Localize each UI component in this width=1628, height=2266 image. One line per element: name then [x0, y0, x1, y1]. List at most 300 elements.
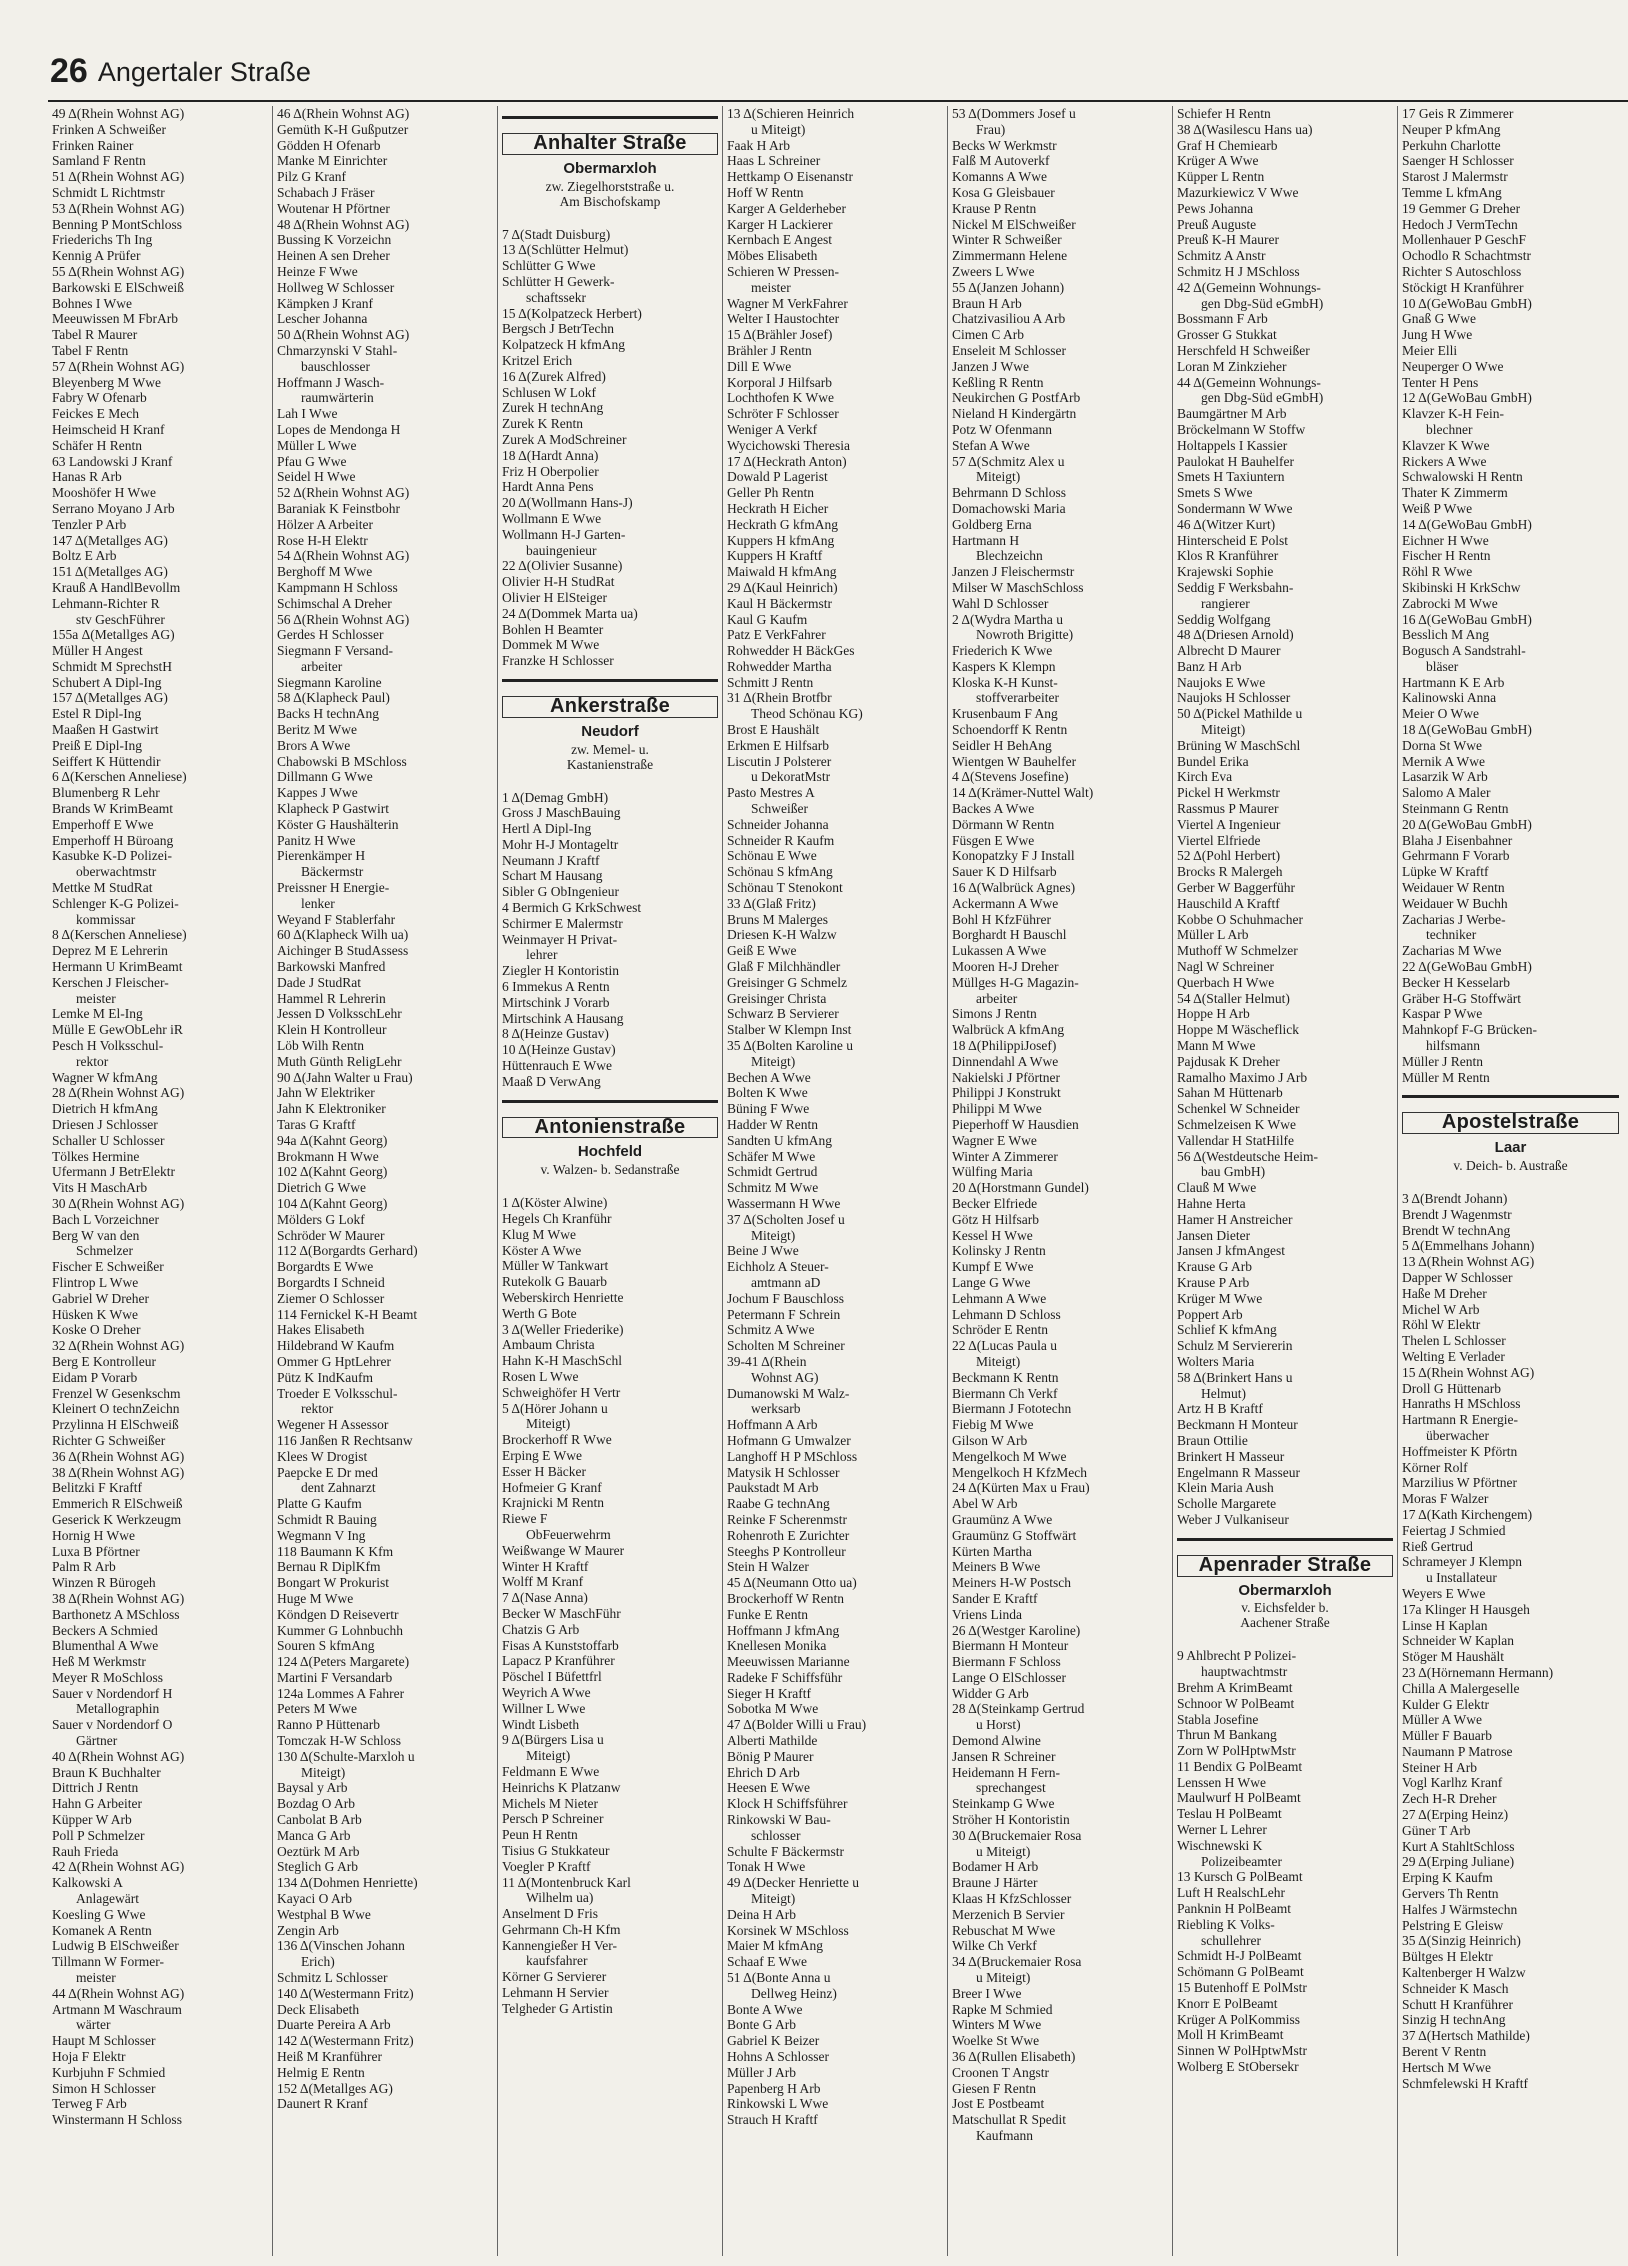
- directory-entry: Panknin H PolBeamt: [1177, 1901, 1291, 1917]
- directory-entry: Schweighöfer H Vertr: [502, 1384, 621, 1400]
- directory-entry: Ziemer O Schlosser: [277, 1290, 385, 1306]
- directory-entry: Schäfer H Rentn: [52, 437, 142, 453]
- street-range: v. Walzen- b. Sedanstraße: [540, 1162, 680, 1178]
- directory-entry: 56 Δ(Westdeutsche Heim-: [1177, 1148, 1319, 1164]
- directory-entry: Kappes J Wwe: [277, 785, 358, 801]
- directory-entry: Eichner H Wwe: [1402, 532, 1489, 548]
- directory-entry: 104 Δ(Kahnt Georg): [277, 1195, 388, 1211]
- directory-entry: 136 Δ(Vinschen Johann: [277, 1938, 405, 1954]
- directory-entry: Paulokat H Bauhelfer: [1177, 453, 1294, 469]
- directory-entry: Hauschild A Kraftf: [1177, 895, 1280, 911]
- directory-entry: 10 Δ(GeWoBau GmbH): [1402, 295, 1532, 311]
- directory-entry: 9 Δ(Bürgers Lisa u: [502, 1732, 604, 1748]
- directory-entry: Nickel M ElSchweißer: [952, 216, 1076, 232]
- directory-entry: Pajdusak K Dreher: [1177, 1053, 1280, 1069]
- directory-entry: Hartmann H: [952, 532, 1020, 548]
- directory-entry: Artz H B Kraftf: [1177, 1401, 1263, 1417]
- directory-entry: Hornig H Wwe: [52, 1527, 135, 1543]
- directory-entry: Gross J MaschBauing: [502, 805, 621, 821]
- directory-entry: Schweißer: [751, 801, 808, 817]
- directory-entry: Fisas A Kunststoffarb: [502, 1637, 619, 1653]
- directory-entry: Sahan M Hüttenarb: [1177, 1085, 1283, 1101]
- directory-entry: Ziegler H Kontoristin: [502, 963, 619, 979]
- directory-entry: 1 Δ(Köster Alwine): [502, 1195, 608, 1211]
- directory-entry: Schirmer E Malermstr: [502, 915, 623, 931]
- directory-entry: Friederichs Th Ing: [52, 232, 153, 248]
- directory-entry: Miteigt): [751, 1891, 796, 1907]
- directory-entry: arbeiter: [976, 990, 1018, 1006]
- directory-entry: Serrano Moyano J Arb: [52, 500, 175, 516]
- directory-entry: Stein H Walzer: [727, 1559, 809, 1575]
- directory-entry: Bröckelmann W Stoffw: [1177, 421, 1306, 437]
- directory-entry: Hanraths H MSchloss: [1402, 1396, 1521, 1412]
- directory-entry: Droll G Hüttenarb: [1402, 1380, 1501, 1396]
- directory-entry: Weißwange W Maurer: [502, 1542, 625, 1558]
- directory-entry: 40 Δ(Rhein Wohnst AG): [52, 1748, 185, 1764]
- directory-entry: 142 Δ(Westermann Fritz): [277, 2033, 414, 2049]
- directory-entry: Mirtschink A Hausang: [502, 1010, 624, 1026]
- directory-entry: Blumenberg R Lehr: [52, 785, 160, 801]
- directory-entry: Meiners B Wwe: [952, 1559, 1041, 1575]
- directory-column: [948, 106, 1173, 2256]
- directory-entry: Michel W Arb: [1402, 1301, 1480, 1317]
- directory-entry: Glaß F Milchhändler: [727, 959, 841, 975]
- directory-entry: 2 Δ(Wydra Martha u: [952, 611, 1063, 627]
- directory-entry: Klapheck P Gastwirt: [277, 801, 389, 817]
- directory-entry: Miteigt): [1201, 722, 1246, 738]
- directory-entry: Alberti Mathilde: [727, 1733, 818, 1749]
- directory-entry: hilfsmann: [1426, 1038, 1480, 1054]
- directory-entry: Mooshöfer H Wwe: [52, 485, 156, 501]
- directory-entry: Bohlen H Beamter: [502, 621, 604, 637]
- directory-entry: Schaller U Schlosser: [52, 1132, 165, 1148]
- directory-entry: Flintrop L Wwe: [52, 1274, 139, 1290]
- street-name: Anhalter Straße: [502, 133, 718, 155]
- directory-entry: 155a Δ(Metallges AG): [52, 627, 175, 643]
- directory-entry: Hartmann R Energie-: [1402, 1412, 1518, 1428]
- street-range: Aachener Straße: [1240, 1615, 1330, 1631]
- directory-entry: Matysik H Schlosser: [727, 1464, 840, 1480]
- directory-entry: Ludwig B ElSchweißer: [52, 1938, 179, 1954]
- directory-entry: Langhoff H P MSchloss: [727, 1448, 858, 1464]
- directory-entry: Brendt W technAng: [1402, 1222, 1511, 1238]
- directory-entry: Belitzki F Kraftf: [52, 1480, 142, 1496]
- directory-entry: rangierer: [1201, 595, 1250, 611]
- directory-entry: Röhl R Wwe: [1402, 564, 1473, 580]
- directory-column: [1398, 106, 1623, 2256]
- directory-entry: Bechen A Wwe: [727, 1069, 811, 1085]
- directory-entry: Ranno P Hüttenarb: [277, 1717, 380, 1733]
- directory-entry: Kritzel Erich: [502, 352, 573, 368]
- directory-entry: Simon H Schlosser: [52, 2080, 156, 2096]
- directory-entry: Bönig P Maurer: [727, 1748, 814, 1764]
- directory-entry: Pickel H Werkmstr: [1177, 785, 1280, 801]
- directory-entry: Klos R Kranführer: [1177, 548, 1279, 564]
- directory-entry: Klavzer K Wwe: [1402, 437, 1490, 453]
- directory-entry: Schröter F Schlosser: [727, 406, 839, 422]
- directory-entry: Kaspar P Wwe: [1402, 1006, 1483, 1022]
- directory-entry: Miteigt): [526, 1416, 571, 1432]
- directory-entry: Barkowski Manfred: [277, 959, 386, 975]
- directory-entry: Schubert A Dipl-Ing: [52, 674, 162, 690]
- directory-entry: Lasarzik W Arb: [1402, 769, 1488, 785]
- directory-entry: Krajnicki M Rentn: [502, 1495, 604, 1511]
- directory-entry: Winter A Zimmerer: [952, 1148, 1058, 1164]
- directory-entry: Steinmann G Rentn: [1402, 801, 1509, 817]
- directory-entry: kommissar: [76, 911, 136, 927]
- directory-entry: Lenssen H Wwe: [1177, 1774, 1266, 1790]
- directory-entry: Linse H Kaplan: [1402, 1617, 1488, 1633]
- directory-entry: Gärtner: [76, 1733, 118, 1749]
- directory-entry: Gabriel K Beizer: [727, 2033, 820, 2049]
- directory-entry: Thater K Zimmerm: [1402, 485, 1508, 501]
- directory-entry: 3 Δ(Weller Friederike): [502, 1321, 624, 1337]
- header-rule: [48, 100, 1628, 102]
- directory-entry: Zimmermann Helene: [952, 248, 1068, 264]
- directory-entry: Müller A Wwe: [1402, 1712, 1482, 1728]
- directory-entry: 16 Δ(Zurek Alfred): [502, 368, 606, 384]
- directory-entry: Baysal y Arb: [277, 1780, 348, 1796]
- directory-entry: Schrameyer J Klempn: [1402, 1554, 1522, 1570]
- directory-entry: Janzen J Wwe: [952, 358, 1029, 374]
- directory-entry: Biermann F Schloss: [952, 1654, 1061, 1670]
- directory-entry: Beckmann K Rentn: [952, 1369, 1059, 1385]
- directory-entry: gen Dbg-Süd eGmbH): [1201, 390, 1324, 406]
- directory-entry: Schlenger K-G Polizei-: [52, 895, 179, 911]
- directory-entry: Sander E Kraftf: [952, 1590, 1038, 1606]
- directory-entry: 55 Δ(Janzen Johann): [952, 279, 1065, 295]
- directory-entry: Berent V Rentn: [1402, 2044, 1487, 2060]
- directory-entry: Klavzer K-H Fein-: [1402, 406, 1504, 422]
- directory-entry: Windt Lisbeth: [502, 1716, 580, 1732]
- directory-entry: Rieß Gertrud: [1402, 1538, 1473, 1554]
- directory-entry: Jessen D VolksschLehr: [277, 1006, 402, 1022]
- directory-entry: Küpper W Arb: [52, 1812, 132, 1828]
- directory-entry: Brost E Haushält: [727, 722, 820, 738]
- directory-entry: Graumünz A Wwe: [952, 1511, 1053, 1527]
- directory-entry: Friz H Oberpolier: [502, 463, 599, 479]
- directory-entry: Deck Elisabeth: [277, 2001, 360, 2017]
- directory-entry: Preuß Auguste: [1177, 216, 1257, 232]
- directory-entry: 130 Δ(Schulte-Marxloh u: [277, 1748, 415, 1764]
- directory-entry: Heinze F Wwe: [277, 263, 358, 279]
- directory-entry: Querbach H Wwe: [1177, 974, 1275, 990]
- directory-entry: Erich): [301, 1954, 335, 1970]
- directory-entry: Demond Alwine: [952, 1733, 1041, 1749]
- directory-entry: 52 Δ(Rhein Wohnst AG): [277, 485, 410, 501]
- directory-entry: Giesen F Rentn: [952, 2080, 1036, 2096]
- directory-entry: 45 Δ(Neumann Otto ua): [727, 1575, 857, 1591]
- directory-entry: Schmidt R Bauing: [277, 1511, 377, 1527]
- directory-entry: 10 Δ(Heinze Gustav): [502, 1042, 616, 1058]
- directory-entry: Telgheder G Artistin: [502, 2000, 613, 2016]
- directory-entry: 37 Δ(Scholten Josef u: [727, 1211, 845, 1227]
- street-heading-block: [1402, 1095, 1619, 1173]
- directory-entry: Schmidt Gertrud: [727, 1164, 818, 1180]
- directory-entry: Zacharias J Werbe-: [1402, 911, 1506, 927]
- directory-entry: 55 Δ(Rhein Wohnst AG): [52, 263, 185, 279]
- directory-entry: Klees W Drogist: [277, 1448, 368, 1464]
- directory-entry: Borghardt H Bauschl: [952, 927, 1067, 943]
- directory-entry: Rohwedder Martha: [727, 658, 832, 674]
- directory-entry: Weberskirch Henriette: [502, 1290, 624, 1306]
- directory-entry: Bozdag O Arb: [277, 1796, 355, 1812]
- directory-entry: 53 Δ(Dommers Josef u: [952, 106, 1076, 121]
- directory-entry: Kummer G Lohnbuchh: [277, 1622, 403, 1638]
- directory-entry: 7 Δ(Stadt Duisburg): [502, 226, 611, 242]
- directory-entry: Geserick K Werkzeugm: [52, 1511, 182, 1527]
- directory-entry: sprechangest: [976, 1780, 1046, 1796]
- directory-entry: Sinzig H technAng: [1402, 2012, 1506, 2028]
- directory-entry: Kumpf E Wwe: [952, 1259, 1034, 1275]
- directory-entry: Bossmann F Arb: [1177, 311, 1268, 327]
- directory-entry: Erping E Wwe: [502, 1447, 582, 1463]
- directory-entry: Woutenar H Pförtner: [277, 200, 390, 216]
- directory-entry: Weiß P Wwe: [1402, 500, 1473, 516]
- directory-entry: Schröder W Maurer: [277, 1227, 385, 1243]
- directory-entry: 29 Δ(Kaul Heinrich): [727, 579, 838, 595]
- directory-entry: 11 Δ(Montenbruck Karl: [502, 1874, 631, 1890]
- directory-entry: Bäckermstr: [301, 864, 364, 880]
- directory-entry: Greisinger G Schmelz: [727, 974, 847, 990]
- directory-entry: rektor: [76, 1053, 109, 1069]
- directory-entry: Smets H Taxiuntern: [1177, 469, 1285, 485]
- page-header: [50, 42, 311, 88]
- directory-entry: Brinkert H Masseur: [1177, 1448, 1285, 1464]
- directory-entry: Schmelzeisen K Wwe: [1177, 1117, 1296, 1132]
- directory-entry: Hoffmann J Wasch-: [277, 374, 385, 390]
- directory-entry: Brüning W MaschSchl: [1177, 737, 1301, 753]
- directory-entry: Milser W MaschSchloss: [952, 579, 1084, 595]
- directory-entry: Wagner E Wwe: [952, 1132, 1037, 1148]
- directory-entry: Müller W Tankwart: [502, 1258, 609, 1274]
- directory-entry: Dillmann G Wwe: [277, 769, 373, 785]
- directory-entry: Stöger M Haushält: [1402, 1649, 1504, 1665]
- directory-entry: Fischer E Schweißer: [52, 1259, 164, 1275]
- directory-entry: Sinnen W PolHptwMstr: [1177, 2043, 1308, 2059]
- directory-entry: u Installateur: [1426, 1570, 1497, 1586]
- directory-entry: Przylinna H ElSchweiß: [52, 1417, 179, 1433]
- directory-entry: Lah I Wwe: [277, 406, 338, 422]
- directory-entry: Zurek A ModSchreiner: [502, 431, 627, 447]
- directory-entry: 30 Δ(Rhein Wohnst AG): [52, 1195, 185, 1211]
- directory-entry: Liscutin J Polsterer: [727, 753, 832, 769]
- directory-entry: Becker Elfriede: [952, 1195, 1038, 1211]
- directory-entry: Gabriel W Dreher: [52, 1290, 149, 1306]
- directory-entry: Muth Günth ReligLehr: [277, 1053, 402, 1069]
- directory-entry: Bonte G Arb: [727, 2017, 796, 2033]
- directory-entry: Hofmeier G Kranf: [502, 1479, 602, 1495]
- directory-entry: Tölkes Hermine: [52, 1148, 140, 1164]
- directory-entry: Schmitz H J MSchloss: [1177, 263, 1300, 279]
- directory-entry: werksarb: [751, 1401, 801, 1417]
- directory-entry: Fischer H Rentn: [1402, 548, 1491, 564]
- directory-entry: 157 Δ(Metallges AG): [52, 690, 168, 706]
- directory-entry: Beckers A Schmied: [52, 1622, 158, 1638]
- directory-entry: Hermann U KrimBeamt: [52, 959, 183, 975]
- directory-entry: Bergsch J BetrTechn: [502, 321, 615, 337]
- directory-entry: Hoffmann J kfmAng: [727, 1622, 840, 1638]
- directory-entry: Nagl W Schreiner: [1177, 959, 1274, 975]
- directory-entry: 15 Δ(Rhein Wohnst AG): [1402, 1364, 1535, 1380]
- directory-entry: Frenzel W Gesenkschm: [52, 1385, 181, 1401]
- directory-columns: [48, 106, 1626, 2256]
- directory-entry: Winzen R Bürogeh: [52, 1575, 156, 1591]
- directory-entry: Maaß D VerwAng: [502, 1073, 601, 1089]
- directory-entry: 118 Baumann K Kfm: [277, 1543, 394, 1559]
- directory-entry: Bussing K Vorzeichn: [277, 232, 392, 248]
- directory-entry: Hahn K-H MaschSchl: [502, 1353, 622, 1369]
- directory-entry: Bohl H KfzFührer: [952, 911, 1051, 927]
- directory-entry: Panitz H Wwe: [277, 832, 356, 848]
- directory-entry: u DekoratMstr: [751, 769, 831, 785]
- directory-entry: Mahnkopf F-G Brücken-: [1402, 1022, 1537, 1038]
- directory-entry: Daunert R Kranf: [277, 2096, 368, 2112]
- directory-entry: Hahne Herta: [1177, 1195, 1246, 1211]
- directory-entry: Braun H Arb: [952, 295, 1022, 311]
- street-range: v. Deich- b. Austraße: [1453, 1158, 1568, 1173]
- directory-entry: Haas L Schreiner: [727, 153, 821, 169]
- directory-entry: bauingenieur: [526, 542, 597, 558]
- directory-entry: Klein Maria Aush: [1177, 1480, 1274, 1496]
- directory-entry: 112 Δ(Borgardts Gerhard): [277, 1243, 418, 1259]
- directory-entry: Wahl D Schlosser: [952, 595, 1049, 611]
- directory-entry: rektor: [301, 1401, 334, 1417]
- directory-entry: Zurek H technAng: [502, 400, 604, 416]
- directory-entry: hauptwachtmstr: [1201, 1664, 1288, 1680]
- directory-entry: 13 Δ(Schlütter Helmut): [502, 242, 629, 258]
- directory-entry: Wilke Ch Verkf: [952, 1938, 1037, 1954]
- directory-entry: Bolten K Wwe: [727, 1085, 808, 1101]
- directory-entry: Bültges H Elektr: [1402, 1949, 1493, 1965]
- directory-entry: 14 Δ(Krämer-Nuttel Walt): [952, 785, 1094, 801]
- directory-entry: Dommek M Wwe: [502, 637, 600, 653]
- directory-entry: gen Dbg-Süd eGmbH): [1201, 295, 1324, 311]
- directory-entry: Petermann F Schrein: [727, 1306, 841, 1322]
- directory-entry: Tomczak H-W Schloss: [277, 1733, 402, 1749]
- directory-entry: Kernbach E Angest: [727, 232, 832, 248]
- directory-entry: Kloska K-H Kunst-: [952, 674, 1058, 690]
- directory-entry: Rosen L Wwe: [502, 1369, 579, 1384]
- directory-entry: Sandten U kfmAng: [727, 1132, 832, 1148]
- directory-entry: Hanas R Arb: [52, 469, 122, 485]
- street-range: Kastanienstraße: [566, 756, 654, 772]
- directory-entry: 16 Δ(Walbrück Agnes): [952, 880, 1076, 896]
- directory-entry: Dietrich G Wwe: [277, 1180, 366, 1196]
- directory-entry: Heiß M Kranführer: [277, 2049, 382, 2065]
- street-heading-block: [502, 679, 718, 772]
- directory-entry: Naujoks E Wwe: [1177, 674, 1266, 690]
- directory-entry: Heß M Werkmstr: [52, 1654, 146, 1670]
- directory-entry: 49 Δ(Rhein Wohnst AG): [52, 106, 185, 121]
- directory-entry: Kosa G Gleisbauer: [952, 184, 1055, 200]
- directory-entry: Seddig F Werksbahn-: [1177, 579, 1294, 595]
- directory-entry: Ackermann A Wwe: [952, 895, 1059, 911]
- directory-entry: Walbrück A kfmAng: [952, 1022, 1065, 1038]
- directory-entry: Kaspers K Klempn: [952, 658, 1056, 674]
- directory-entry: Manke M Einrichter: [277, 153, 388, 169]
- directory-entry: Banz H Arb: [1177, 658, 1242, 674]
- directory-entry: Bongart W Prokurist: [277, 1575, 390, 1591]
- directory-entry: Peun H Rentn: [502, 1827, 578, 1843]
- directory-entry: Dellweg Heinz): [751, 1985, 837, 2001]
- directory-entry: Krause G Arb: [1177, 1259, 1252, 1275]
- directory-entry: Becker H Kesselarb: [1402, 974, 1510, 990]
- directory-entry: Helmut): [1201, 1385, 1246, 1401]
- directory-entry: Deprez M E Lehrerin: [52, 943, 168, 959]
- directory-entry: Canbolat B Arb: [277, 1812, 362, 1828]
- directory-entry: 5 Δ(Hörer Johann u: [502, 1400, 608, 1416]
- directory-entry: Sieger H Kraftf: [727, 1685, 811, 1701]
- directory-entry: 57 Δ(Schmitz Alex u: [952, 453, 1065, 469]
- directory-entry: Franzke H Schlosser: [502, 653, 614, 669]
- directory-entry: Kennig A Prüfer: [52, 248, 141, 264]
- directory-entry: Rinkowski L Wwe: [727, 2096, 829, 2112]
- directory-entry: Loran M Zinkzieher: [1177, 358, 1287, 374]
- directory-entry: Poll P Schmelzer: [52, 1827, 145, 1843]
- directory-entry: 6 Δ(Kerschen Anneliese): [52, 769, 187, 785]
- directory-entry: 32 Δ(Rhein Wohnst AG): [52, 1338, 185, 1354]
- directory-entry: 33 Δ(Glaß Fritz): [727, 895, 816, 911]
- directory-entry: Mazurkiewicz V Wwe: [1177, 184, 1299, 200]
- directory-entry: Weyers E Wwe: [1402, 1585, 1486, 1601]
- directory-entry: Tillmann W Former-: [52, 1954, 164, 1970]
- directory-entry: schlosser: [751, 1827, 801, 1843]
- directory-entry: Abel W Arb: [952, 1496, 1018, 1512]
- directory-entry: Steinkamp G Wwe: [952, 1796, 1055, 1812]
- directory-entry: Hardt Anna Pens: [502, 479, 594, 495]
- street-heading-block: [1177, 1538, 1393, 1631]
- directory-entry: 47 Δ(Bolder Willi u Frau): [727, 1717, 867, 1733]
- directory-entry: Hedoch J VermTechn: [1402, 216, 1518, 232]
- directory-entry: Schwarz B Servierer: [727, 1006, 839, 1022]
- directory-entry: Barthonetz A MSchloss: [52, 1606, 180, 1622]
- directory-entry: Viertel A Ingenieur: [1177, 816, 1281, 832]
- directory-entry: Ramalho Maximo J Arb: [1177, 1069, 1308, 1085]
- directory-entry: 102 Δ(Kahnt Georg): [277, 1164, 388, 1180]
- directory-entry: Emmerich R ElSchweiß: [52, 1496, 183, 1512]
- directory-entry: Seidel H Wwe: [277, 469, 356, 485]
- directory-entry: Hofmann G Umwalzer: [727, 1432, 851, 1448]
- street-name: Antonienstraße: [502, 1117, 718, 1139]
- directory-entry: Lemke M El-Ing: [52, 1006, 143, 1022]
- directory-entry: 4 Δ(Stevens Josefine): [952, 769, 1069, 785]
- directory-entry: 3 Δ(Brendt Johann): [1402, 1191, 1508, 1206]
- directory-entry: Halfes J Wärmstechn: [1402, 1901, 1518, 1917]
- directory-entry: Korporal J Hilfsarb: [727, 374, 832, 390]
- directory-entry: Schlütter G Wwe: [502, 258, 596, 274]
- directory-entry: Zengin Arb: [277, 1922, 339, 1938]
- directory-entry: Brocks R Malergeh: [1177, 864, 1283, 880]
- directory-entry: Hegels Ch Kranführ: [502, 1211, 612, 1227]
- directory-entry: Zech H-R Dreher: [1402, 1791, 1497, 1807]
- directory-entry: Biermann H Monteur: [952, 1638, 1069, 1654]
- directory-entry: Erkmen E Hilfsarb: [727, 737, 829, 753]
- directory-entry: Heidemann H Fern-: [952, 1764, 1060, 1780]
- directory-entry: Willner L Wwe: [502, 1700, 586, 1716]
- directory-entry: Raabe G technAng: [727, 1496, 830, 1512]
- directory-entry: Pfau G Wwe: [277, 453, 347, 469]
- directory-entry: Biermann J Fototechn: [952, 1401, 1072, 1417]
- directory-entry: Wassermann H Wwe: [727, 1195, 841, 1211]
- directory-entry: 60 Δ(Klapheck Wilh ua): [277, 927, 409, 943]
- directory-entry: 152 Δ(Metallges AG): [277, 2080, 393, 2096]
- directory-entry: Schieren W Pressen-: [727, 263, 839, 279]
- directory-entry: Korsinek W MSchloss: [727, 1922, 849, 1938]
- directory-entry: Cimen C Arb: [952, 327, 1025, 343]
- directory-entry: Philippi M Wwe: [952, 1101, 1042, 1117]
- directory-entry: 56 Δ(Rhein Wohnst AG): [277, 611, 410, 627]
